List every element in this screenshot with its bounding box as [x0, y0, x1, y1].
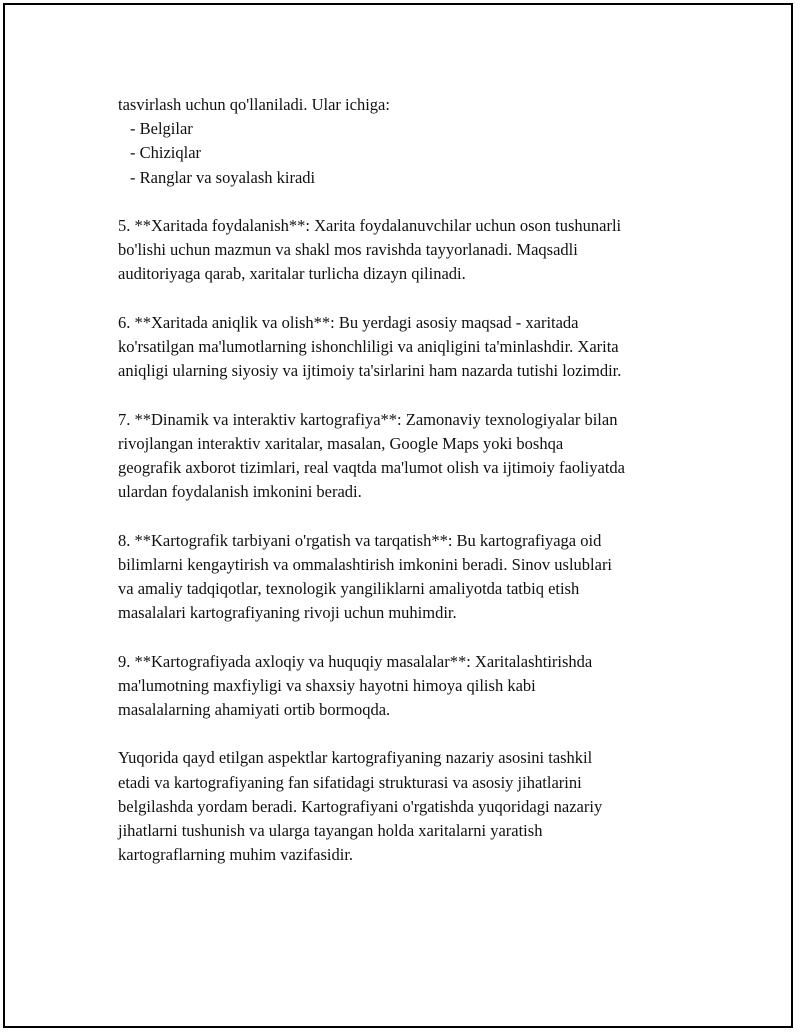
paragraph-9	[118, 650, 718, 723]
paragraph-line: rivojlangan interaktiv xaritalar, masalan, Google Maps yoki boshqa	[118, 433, 564, 453]
paragraph-line: kartograflarning muhim vazifasidir.	[118, 845, 354, 865]
paragraph-line: 7. **Dinamik va interaktiv kartografiya**: Zamonaviy texnologiyalar bilan	[118, 409, 618, 429]
paragraph-line: 5. **Xaritada foydalanish**: Xarita foydalanuvchilar uchun oson tushunarli	[118, 216, 622, 235]
paragraph-line: Yuqorida qayd etilgan aspektlar kartografiyaning nazariy asosini tashkil	[118, 748, 593, 768]
paragraph-line: masalalari kartografiyaning rivoji uchun muhimdir.	[118, 603, 457, 623]
paragraph-7	[118, 408, 718, 505]
intro-line: tasvirlash uchun qo'llaniladi. Ular ichiga:	[118, 95, 390, 114]
paragraph-conclusion	[118, 746, 718, 867]
paragraph-8	[118, 529, 718, 626]
paragraph-line: masalalarning ahamiyati ortib bormoqda.	[118, 700, 391, 719]
paragraph-line: ko'rsatilgan ma'lumotlarning ishonchliligi va aniqligini ta'minlashdir. Xarita	[118, 337, 619, 356]
paragraph-line: va amaliy tadqiqotlar, texnologik yangiliklarni amaliyotda tatbiq etish	[118, 579, 580, 598]
paragraph-line: 8. **Kartografik tarbiyani o'rgatish va tarqatish**: Bu kartografiyaga oid	[118, 530, 602, 550]
paragraph-line: ulardan foydalanish imkonini beradi.	[118, 482, 362, 502]
paragraph-line: ma'lumotning maxfiyligi va shaxsiy hayotni himoya qilish kabi	[118, 675, 536, 695]
paragraph-line: aniqligi ularning siyosiy va ijtimoiy ta'sirlarini ham nazarda tutishi lozimdir.	[118, 361, 622, 381]
paragraph-line: 9. **Kartografiyada axloqiy va huquqiy masalalar**: Xaritalashtirishda	[118, 651, 593, 671]
intro-block	[118, 93, 718, 190]
paragraph-line: etadi va kartografiyaning fan sifatidagi strukturasi va asosiy jihatlarini	[118, 772, 582, 792]
list-item-belgilar: - Belgilar	[130, 119, 193, 139]
list-item-chiziqlar: - Chiziqlar	[130, 143, 202, 163]
paragraph-line: 6. **Xaritada aniqlik va olish**: Bu yerdagi asosiy maqsad - xaritada	[118, 312, 579, 332]
paragraph-line: bilimlarni kengaytirish va ommalashtirish imkonini beradi. Sinov uslublari	[118, 554, 613, 574]
list-item-ranglar: - Ranglar va soyalash kiradi	[130, 167, 316, 187]
document-body	[118, 93, 718, 892]
paragraph-line: auditoriyaga qarab, xaritalar turlicha dizayn qilinadi.	[118, 264, 466, 284]
paragraph-line: bo'lishi uchun mazmun va shakl mos ravishda tayyorlanadi. Maqsadli	[118, 240, 578, 260]
paragraph-5	[118, 214, 718, 287]
paragraph-line: belgilashda yordam beradi. Kartografiyani o'rgatishda yuqoridagi nazariy	[118, 796, 603, 816]
paragraph-line: geografik axborot tizimlari, real vaqtda ma'lumot olish va ijtimoiy faoliyatda	[118, 458, 625, 477]
paragraph-line: jihatlarni tushunish va ularga tayangan holda xaritalarni yaratish	[118, 821, 543, 840]
paragraph-6	[118, 311, 718, 384]
